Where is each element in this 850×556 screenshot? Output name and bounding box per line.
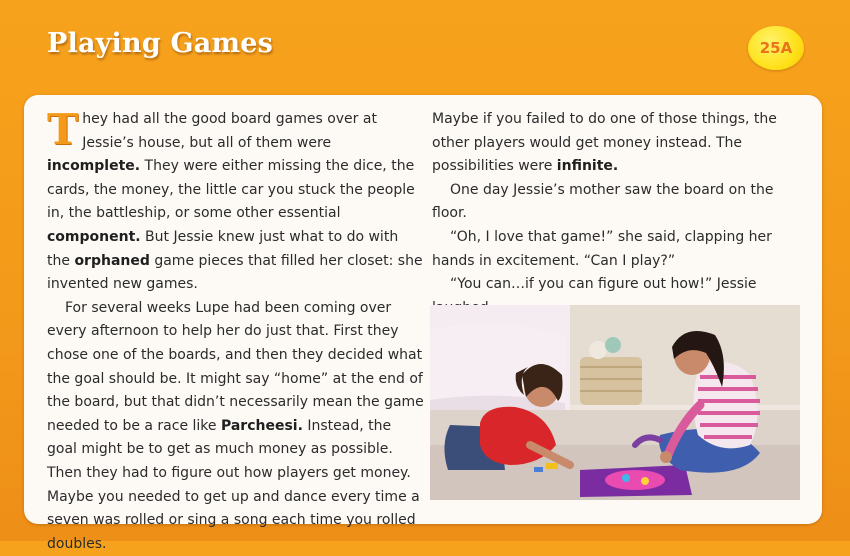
text-segment: Instead, the goal might be to get as much money as possible. Then they had to figure out how players get money. Maybe you needed to get up and dance every time a seven was rolled or sing a song each time you rolled doubles.	[47, 417, 420, 552]
story-column-left	[47, 105, 425, 556]
paragraph-2	[47, 297, 425, 556]
paragraph-6: “You can…if you can figure out how!” Jessie	[450, 276, 757, 293]
vocabulary-word-parcheesi: Parcheesi.	[220, 417, 303, 434]
text-segment: game pieces that filled her closet: she invented new games.	[47, 252, 423, 293]
text-segment: Maybe if you failed to do one of those things, the other players would get money instead. The possibilities were	[432, 111, 777, 175]
drop-cap: T	[47, 105, 79, 154]
vocabulary-word-incomplete: incomplete.	[47, 158, 141, 175]
story-column-right	[432, 108, 804, 320]
page-number-badge: 25A	[748, 26, 804, 70]
page-title: Playing Games	[47, 28, 274, 59]
text-segment: For several weeks Lupe had been coming over every afternoon to help her do just that. First they chose one of the boards, and then they decided what the goal should be. It might say “home” at the end of the board, but that didn’t necessarily mean the game needed to be a race like	[47, 299, 424, 434]
paragraph-3	[432, 108, 804, 179]
vocabulary-word-component: component.	[47, 228, 141, 245]
paragraph-4: One day Jessie’s mother saw the board on the floor.	[432, 181, 774, 222]
vocabulary-word-infinite: infinite.	[556, 158, 619, 175]
text-segment: hey had all the good board games over at Jessie’s house, but all of them were	[82, 111, 377, 151]
paragraph-1	[47, 105, 425, 297]
vocabulary-word-orphaned: orphaned	[74, 252, 150, 269]
girls-playing-board-game-photo	[430, 305, 800, 500]
paragraph-5: “Oh, I love that game!” she said, clapping her hands in excitement. “Can I play?”	[432, 228, 772, 269]
text-segment: They were either missing the dice, the cards, the money, the little car you stuck the people in, the battleship, or some other essential	[47, 158, 415, 222]
text-segment: But Jessie knew just what to do with the	[47, 228, 399, 269]
